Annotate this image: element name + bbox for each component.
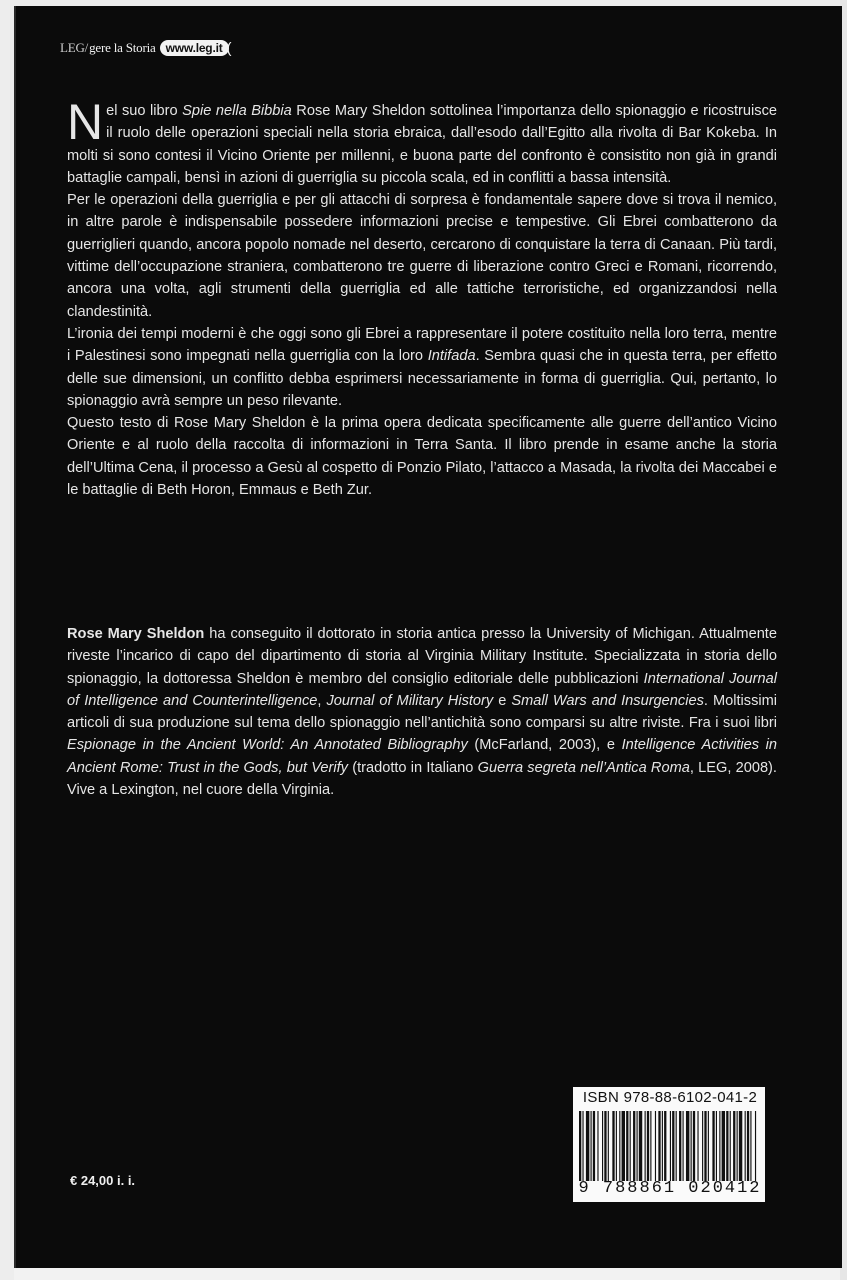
barcode-bar [747,1111,749,1181]
barcode-bar [676,1111,677,1181]
barcode-bar [730,1111,731,1181]
barcode-bar [586,1111,589,1181]
barcode-bar [630,1111,631,1181]
barcode-bar [650,1111,651,1181]
barcode-bar [683,1111,684,1181]
description-paragraph-2: Per le operazioni della guerriglia e per gli attacchi di sorpresa è fondamentale sapere dove si trova il nemico, in altre parole è indispensabile possedere informazioni precise e tempestive. Gli Ebrei combatterono da guerriglieri quando, ancora popolo nomade nel deserto, cercarono di conquistare la terra di Canaan. Più tardi, vittime dell’occupazione straniera, combatterono tre guerre di liberazione contro Greci e Romani, ricorrendo, ancora una volta, agli strumenti della guerriglia ed alle tattiche terroristiche, ed organizzandosi nella clandestinità. [67,192,777,320]
book-description [67,94,777,501]
publisher-logo [60,38,231,58]
barcode-bar [739,1111,742,1181]
book-title: Spie nella Bibbia [182,103,292,119]
barcode-bar [645,1111,646,1181]
author-name: Rose Mary Sheldon [67,626,205,642]
barcode-bar [670,1111,671,1181]
isbn-barcode [573,1087,765,1202]
barcode-bar [750,1111,751,1181]
barcode-bar [658,1111,660,1181]
barcode-bar [639,1111,642,1181]
logo-series: gere la Storia [89,40,156,55]
barcode-bar [608,1111,609,1181]
barcode-bar [722,1111,725,1181]
barcode-bar [616,1111,617,1181]
intifada-term: Intifada [427,348,476,365]
barcode-bar [737,1111,738,1181]
isbn-label: ISBN 978-88-6102-041-2 [582,1089,758,1106]
barcode-bar [672,1111,674,1181]
drop-cap: N [67,94,104,150]
barcode-bar [593,1111,595,1181]
barcode-bar [597,1111,598,1181]
barcode-bar [697,1111,698,1181]
barcode-bar [579,1111,581,1181]
barcode-bar [591,1111,592,1181]
description-paragraph-3: L’ironia dei tempi moderni è che oggi sono gli Ebrei a rappresentare il potere costituito nella loro terra, mentre i Palestinesi sono impegnati nella guerriglia con la loro Intifada. Sembra quasi che in questa terra, per effetto delle sue dimensioni, un conflitto debba esprimersi necessariamente in forma di guerriglia. Qui, pertanto, lo spionaggio avrà sempre un peso rilevante. [67,325,777,409]
barcode-bar [733,1111,735,1181]
ean-digits: 9 788861 020412 [578,1179,762,1198]
barcode-bar [726,1111,728,1181]
bottom-edge [14,1268,840,1280]
barcode-bar [619,1111,620,1181]
price: € 24,00 i. i. [70,1173,136,1188]
barcode-bar [633,1111,635,1181]
logo-arc-icon: ( [226,39,232,57]
barcode-bar [702,1111,703,1181]
barcode-bar [716,1111,717,1181]
barcode-bar [755,1111,756,1181]
barcode-bar [679,1111,681,1181]
barcode-bar [612,1111,614,1181]
barcode-bar [647,1111,649,1181]
barcode-bar [582,1111,583,1181]
barcode-bar [602,1111,603,1181]
barcode-bar [686,1111,689,1181]
barcode-bar [662,1111,663,1181]
barcode-bar [745,1111,746,1181]
logo-brand: LEG/ [60,40,89,55]
barcode-bar [622,1111,625,1181]
barcode-bar [637,1111,638,1181]
barcode-bar [712,1111,714,1181]
barcode-bar [691,1111,692,1181]
barcode-bar [708,1111,709,1181]
logo-url: www.leg.it [160,40,229,56]
barcode-bar [604,1111,606,1181]
barcode-bar [693,1111,695,1181]
description-paragraph-4: Questo testo di Rose Mary Sheldon è la prima opera dedicata specificamente alle guerre dell’antico Vicino Oriente e al ruolo della raccolta di informazioni in Terra Santa. Il libro prende in esame anche la storia dell’Ultima Cena, il processo a Gesù al cospetto di Ponzio Pilato, l’attacco a Masada, la rivolta dei Maccabei e le battaglie di Beth Horon, Emmaus e Beth Zur. [67,415,777,499]
barcode-bar [655,1111,656,1181]
barcode-bar [719,1111,720,1181]
barcode-bar [626,1111,628,1181]
author-bio: Rose Mary Sheldon ha conseguito il dottorato in storia antica presso la University of Michigan. Attualmente riveste l’incarico di capo del dipartimento di storia al Virginia Military Institute. Specializzata in storia dello spionaggio, la dottoressa Sheldon è membro del consiglio editoriale delle pubblicazioni International Journal of Intelligence and Counterintelligence, Journal of Military History e Small Wars and Insurgencies. Moltissimi articoli di sua produzione sul tema dello spionaggio nell’antichità sono comparsi su altre riviste. Fra i suoi libri Espionage in the Ancient World: An Annotated Bibliography (McFarland, 2003), e Intelligence Activities in Ancient Rome: Trust in the Gods, but Verify (tradotto in Italiano Guerra segreta nell’Antica Roma, LEG, 2008). Vive a Lexington, nel cuore della Virginia. [67,626,778,799]
description-paragraph-1: Nel suo libro Spie nella Bibbia Rose Mary Sheldon sottolinea l’importanza dello spionaggio e ricostruisce il ruolo delle operazioni speciali nella storia ebraica, dall’esodo dall’Egitto alla rivolta di Bar Kokeba. In molti si sono contesi il Vicino Oriente per millenni, e buona parte del confronto è consistito non già in grandi battaglie campali, bensì in azioni di guerriglia su piccola scala, ed in conflitti a bassa intensità. [67,94,777,186]
barcode-bar [704,1111,706,1181]
barcode-bars [579,1111,759,1181]
barcode-bar [664,1111,666,1181]
